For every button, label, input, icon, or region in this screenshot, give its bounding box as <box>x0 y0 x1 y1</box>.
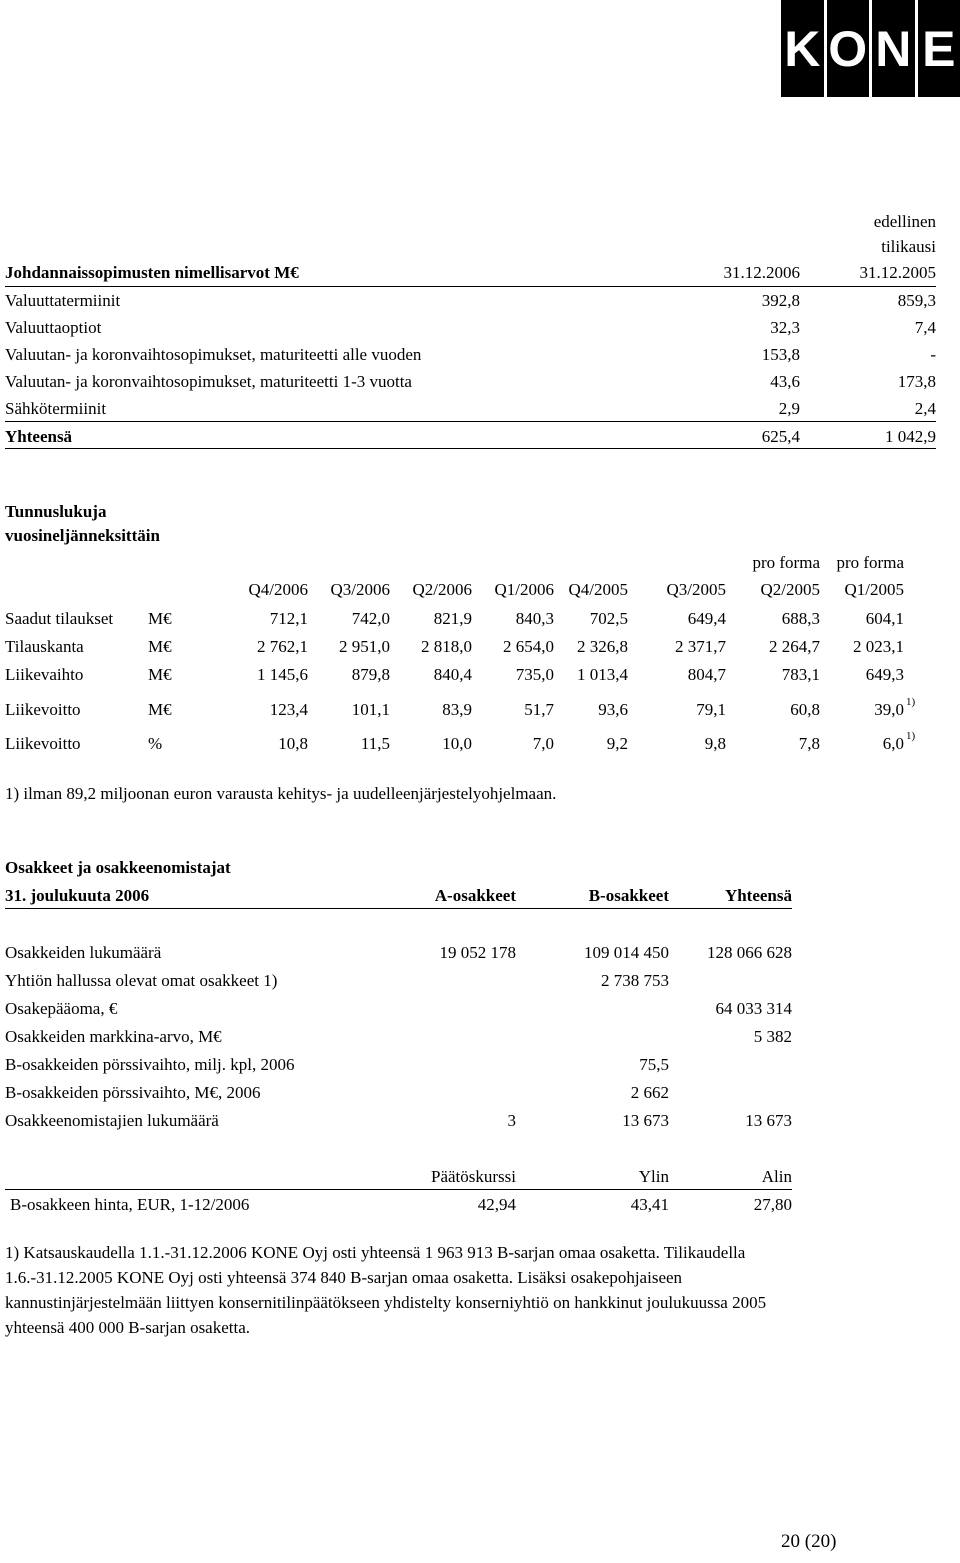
row-unit: M€ <box>148 700 172 719</box>
cell-value: 42,94 <box>477 1195 516 1214</box>
cell-value: 2 738 753 <box>601 971 669 990</box>
column-header: Q4/2005 <box>568 580 628 599</box>
row-unit: M€ <box>148 637 172 656</box>
footnote-line: 1.6.-31.12.2005 KONE Oyj osti yhteensä 374 840 B-sarjan omaa osaketta. Lisäksi osakepohjaiseen <box>5 1268 683 1287</box>
cell-value: 1 013,4 <box>577 665 628 684</box>
row-label: Osakkeiden lukumäärä <box>5 943 162 962</box>
column-header: Yhteensä <box>724 886 792 905</box>
column-header: 31.12.2006 <box>723 263 800 282</box>
derivatives-title: Johdannaissopimusten nimellisarvot M€ <box>5 263 299 282</box>
cell-value: 742,0 <box>351 609 390 628</box>
cell-value: 840,4 <box>433 665 472 684</box>
cell-value: 173,8 <box>897 372 936 391</box>
cell-value: 5 382 <box>753 1027 792 1046</box>
cell-value: 51,7 <box>524 700 554 719</box>
section-title: vuosineljänneksittäin <box>5 526 160 545</box>
divider <box>5 908 792 909</box>
cell-value: 2,9 <box>778 399 800 418</box>
cell-value: 2 762,1 <box>257 637 308 656</box>
column-header: Q1/2005 <box>844 580 904 599</box>
cell-value: 64 033 314 <box>715 999 792 1018</box>
cell-value: 75,5 <box>639 1055 669 1074</box>
cell-value: 735,0 <box>515 665 554 684</box>
row-label: B-osakkeen hinta, EUR, 1-12/2006 <box>10 1195 250 1214</box>
footnote-line: kannustinjärjestelmään liittyen konsernitilinpäätökseen yhdistelty konserniyhtiö on hankkinut joulukuussa 2005 <box>5 1293 767 1312</box>
cell-value: 783,1 <box>781 665 820 684</box>
row-label: Valuuttatermiinit <box>5 291 121 310</box>
row-label: Osakepääoma, € <box>5 999 118 1018</box>
row-unit: M€ <box>148 609 172 628</box>
row-label: Sähkötermiinit <box>5 399 107 418</box>
total-value: 1 042,9 <box>885 427 936 446</box>
cell-value: 649,4 <box>687 609 726 628</box>
cell-value: 7,0 <box>532 734 554 753</box>
divider <box>5 448 936 449</box>
cell-value: 7,4 <box>914 318 936 337</box>
cell-value: 60,8 <box>790 700 820 719</box>
quarters-footnote: 1) ilman 89,2 miljoonan euron varausta kehitys- ja uudelleenjärjestelyohjelmaan. <box>5 784 557 803</box>
cell-value: 19 052 178 <box>439 943 516 962</box>
cell-value: 93,6 <box>598 700 628 719</box>
cell-value: 859,3 <box>897 291 936 310</box>
cell-value: 2 951,0 <box>339 637 390 656</box>
cell-value: 702,5 <box>589 609 628 628</box>
logo-letter: N <box>872 0 915 97</box>
column-header: B-osakkeet <box>588 886 669 905</box>
cell-value: 2,4 <box>914 399 936 418</box>
footnote-line: 1) Katsauskaudella 1.1.-31.12.2006 KONE Oyj osti yhteensä 1 963 913 B-sarjan omaa osaketta. Tilikaudella <box>5 1243 746 1262</box>
row-label: Yhtiön hallussa olevat omat osakkeet 1) <box>5 971 278 990</box>
footnote-marker: 1) <box>906 730 916 742</box>
cell-value: - <box>930 345 936 364</box>
cell-value: 10,0 <box>442 734 472 753</box>
row-label: Osakkeenomistajien lukumäärä <box>5 1111 219 1130</box>
cell-value: 604,1 <box>865 609 904 628</box>
cell-value: 6,0 <box>882 734 904 753</box>
column-header: Ylin <box>638 1167 669 1186</box>
cell-value: 649,3 <box>865 665 904 684</box>
row-unit: M€ <box>148 665 172 684</box>
divider <box>5 421 936 422</box>
column-header: Alin <box>761 1167 792 1186</box>
cell-value: 2 662 <box>630 1083 669 1102</box>
row-label: Liikevaihto <box>5 665 84 684</box>
footnote-line: yhteensä 400 000 B-sarjan osaketta. <box>5 1318 251 1337</box>
row-label: Osakkeiden markkina-arvo, M€ <box>5 1027 222 1046</box>
cell-value: 43,41 <box>630 1195 669 1214</box>
cell-value: 9,2 <box>606 734 628 753</box>
column-header: 31.12.2005 <box>859 263 936 282</box>
column-header: Q2/2005 <box>760 580 820 599</box>
cell-value: 101,1 <box>351 700 390 719</box>
logo-letter: O <box>827 0 870 97</box>
column-header: Q1/2006 <box>494 580 554 599</box>
cell-value: 2 023,1 <box>853 637 904 656</box>
cell-value: 2 818,0 <box>421 637 472 656</box>
cell-value: 13 673 <box>745 1111 792 1130</box>
cell-value: 109 014 450 <box>584 943 669 962</box>
cell-value: 688,3 <box>781 609 820 628</box>
cell-value: 11,5 <box>360 734 390 753</box>
row-label: Valuutan- ja koronvaihtosopimukset, maturiteetti alle vuoden <box>5 345 422 364</box>
cell-value: 13 673 <box>622 1111 669 1130</box>
cell-value: 43,6 <box>770 372 800 391</box>
row-label: Valuuttaoptiot <box>5 318 102 337</box>
cell-value: 2 654,0 <box>503 637 554 656</box>
cell-value: 27,80 <box>753 1195 792 1214</box>
pro-forma-label: pro forma <box>836 553 904 572</box>
cell-value: 123,4 <box>269 700 308 719</box>
row-label: B-osakkeiden pörssivaihto, milj. kpl, 2006 <box>5 1055 295 1074</box>
divider <box>5 286 936 287</box>
row-label: Tilauskanta <box>5 637 84 656</box>
page-number: 20 (20) <box>781 1531 837 1552</box>
cell-value: 712,1 <box>269 609 308 628</box>
cell-value: 10,8 <box>278 734 308 753</box>
row-label: Liikevoitto <box>5 734 81 753</box>
cell-value: 1 145,6 <box>257 665 308 684</box>
cell-value: 9,8 <box>704 734 726 753</box>
row-unit: % <box>148 734 163 753</box>
pro-forma-label: pro forma <box>752 553 820 572</box>
cell-value: 2 371,7 <box>675 637 726 656</box>
cell-value: 3 <box>507 1111 516 1130</box>
cell-value: 83,9 <box>442 700 472 719</box>
cell-value: 2 326,8 <box>577 637 628 656</box>
date-label: 31. joulukuuta 2006 <box>5 886 150 905</box>
row-label: Valuutan- ja koronvaihtosopimukset, maturiteetti 1-3 vuotta <box>5 372 412 391</box>
column-header: Q2/2006 <box>412 580 472 599</box>
cell-value: 392,8 <box>761 291 800 310</box>
divider <box>5 1189 792 1190</box>
total-label: Yhteensä <box>5 427 73 446</box>
section-title: Tunnuslukuja <box>5 502 107 521</box>
column-header: Q3/2005 <box>666 580 726 599</box>
row-label: Liikevoitto <box>5 700 81 719</box>
logo-letter: E <box>918 0 960 97</box>
kone-logo <box>781 0 960 97</box>
logo-letter: K <box>781 0 824 97</box>
header-note: edellinen <box>873 212 936 231</box>
row-label: B-osakkeiden pörssivaihto, M€, 2006 <box>5 1083 261 1102</box>
header-note: tilikausi <box>881 237 936 256</box>
cell-value: 128 066 628 <box>707 943 792 962</box>
cell-value: 7,8 <box>798 734 820 753</box>
section-title: Osakkeet ja osakkeenomistajat <box>5 858 231 877</box>
column-header: Q4/2006 <box>248 580 308 599</box>
row-label: Saadut tilaukset <box>5 609 114 628</box>
column-header: A-osakkeet <box>434 886 516 905</box>
cell-value: 153,8 <box>761 345 800 364</box>
cell-value: 32,3 <box>770 318 800 337</box>
cell-value: 79,1 <box>696 700 726 719</box>
column-header: Q3/2006 <box>330 580 390 599</box>
footnote-marker: 1) <box>906 696 916 708</box>
cell-value: 821,9 <box>433 609 472 628</box>
cell-value: 879,8 <box>351 665 390 684</box>
cell-value: 39,0 <box>874 700 904 719</box>
total-value: 625,4 <box>761 427 800 446</box>
cell-value: 2 264,7 <box>769 637 820 656</box>
cell-value: 804,7 <box>687 665 726 684</box>
cell-value: 840,3 <box>515 609 554 628</box>
column-header: Päätöskurssi <box>431 1167 516 1186</box>
